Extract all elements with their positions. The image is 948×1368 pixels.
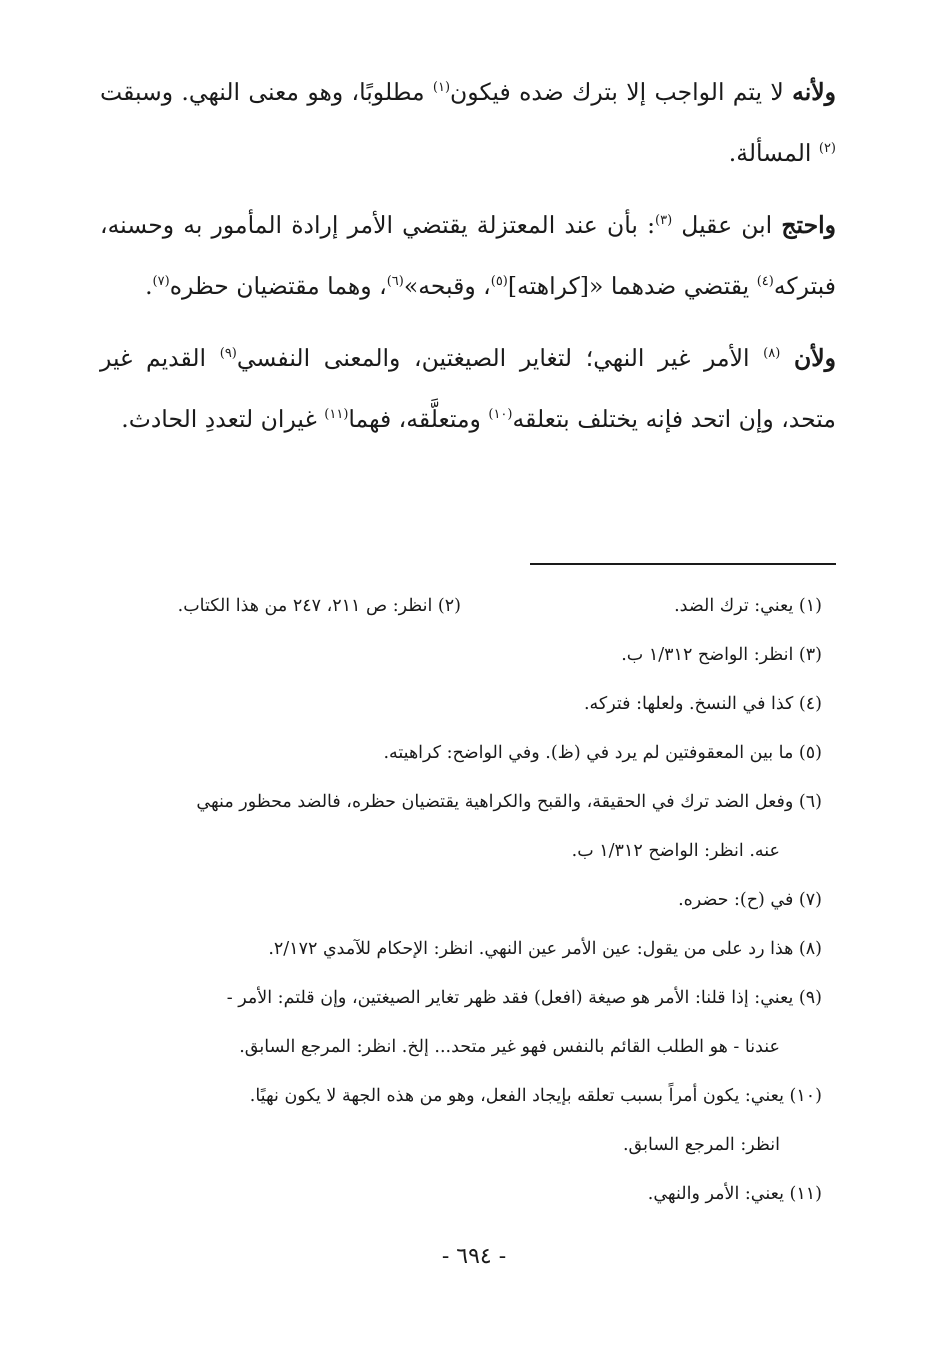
footnote-marker[interactable]: (٨): [763, 346, 781, 362]
footnote-marker[interactable]: (٤): [756, 274, 774, 290]
text-segment: الأمر غير النهي؛ لتغاير الصيغتين، والمعنى النفسي: [236, 344, 764, 372]
footnote-6-line-1: (٦) وفعل الضد ترك في الحقيقة، والقبح والكراهية يقتضيان حظره، فالضد محظور منهي: [196, 792, 822, 812]
text-segment: [780, 344, 794, 372]
footnote-10: [100, 1072, 822, 1170]
footnote-marker[interactable]: (٦): [386, 274, 404, 290]
footnote-marker[interactable]: (٢): [818, 141, 836, 157]
paragraph-lead: ولأن: [793, 344, 836, 372]
text-segment: لا يتم الواجب إلا بترك ضده فيكون: [450, 78, 793, 106]
footnote-row: [100, 582, 822, 631]
footnote-7: (٧) في (ح): حضره.: [678, 890, 822, 910]
footnote-9-line-1: (٩) يعني: إذا قلنا: الأمر هو صيغة (افعل) فقد ظهر تغاير الصيغتين، وإن قلتم: الأمر -: [226, 988, 822, 1008]
footnote-10-line-1: (١٠) يعني: يكون أمراً بسبب تعلقه بإيجاد الفعل، وهو من هذه الجهة لا يكون نهيًا.: [249, 1086, 822, 1106]
paragraph-3: [100, 328, 836, 450]
paragraph-2: [100, 195, 836, 317]
paragraph-1: [100, 62, 836, 184]
footnote-6-line-2: عنه. انظر: الواضح ١/٣١٢ ب.: [571, 841, 780, 861]
text-segment: .: [145, 272, 153, 300]
footnote-10-line-2: انظر: المرجع السابق.: [622, 1135, 780, 1155]
footnote-5: (٥) ما بين المعقوفتين لم يرد في (ظ). وفي الواضح: كراهيته.: [383, 743, 822, 763]
footnote-6: [100, 778, 822, 876]
paragraph-lead: ولأنه: [792, 78, 836, 106]
footnote-2: (٢) انظر: ص ٢١١، ٢٤٧ من هذا الكتاب.: [177, 596, 461, 616]
text-segment: ، وهما مقتضيان حظره: [169, 272, 387, 300]
footnote-marker[interactable]: (٥): [490, 274, 508, 290]
footnote-separator: [530, 563, 836, 565]
footnote-marker[interactable]: (١): [432, 80, 451, 96]
text-segment: ، وقبحه»: [403, 272, 491, 300]
footnote-8: (٨) هذا رد على من يقول: عين الأمر عين النهي. انظر: الإحكام للآمدي ٢/١٧٢.: [268, 939, 822, 959]
text-segment: ومتعلَّقه، فهما: [348, 405, 489, 433]
footnote-3: (٣) انظر: الواضح ١/٣١٢ ب.: [621, 645, 822, 665]
text-segment: القديم غير متحد، وإن اتحد فإنه يختلف بتعلقه: [100, 344, 836, 433]
text-segment: يقتضي ضدهما «[كراهته]: [507, 272, 757, 300]
main-text: [100, 62, 836, 461]
text-segment: : بأن عند المعتزلة يقتضي الأمر إرادة المأمور به وحسنه، فبتركه: [100, 211, 836, 300]
footnotes: [100, 582, 822, 1219]
page-number: - ٦٩٤ -: [441, 1244, 507, 1269]
footnote-1: (١) يعني: ترك الضد.: [674, 596, 822, 616]
footnote-4: (٤) كذا في النسخ. ولعلها: فتركه.: [583, 694, 822, 714]
footnote-marker[interactable]: (٩): [219, 346, 237, 362]
footnote-marker[interactable]: (١٠): [488, 407, 513, 423]
text-segment: غيران لتعددِ الحادث.: [121, 405, 325, 433]
paragraph-lead: واحتج: [781, 211, 837, 239]
footnote-9: [100, 974, 822, 1072]
footnote-11: (١١) يعني: الأمر والنهي.: [647, 1184, 822, 1204]
text-segment: ابن عقيل: [672, 211, 782, 239]
footnote-marker[interactable]: (١١): [324, 407, 349, 423]
footnote-marker[interactable]: (٣): [655, 213, 673, 229]
footnote-9-line-2: عندنا - هو الطلب القائم بالنفس فهو غير متحد... إلخ. انظر: المرجع السابق.: [239, 1037, 780, 1057]
text-segment: المسألة.: [728, 139, 819, 167]
text-segment: مطلوبًا، وهو معنى النهي. وسبقت: [100, 78, 433, 106]
footnote-marker[interactable]: (٧): [152, 274, 170, 290]
